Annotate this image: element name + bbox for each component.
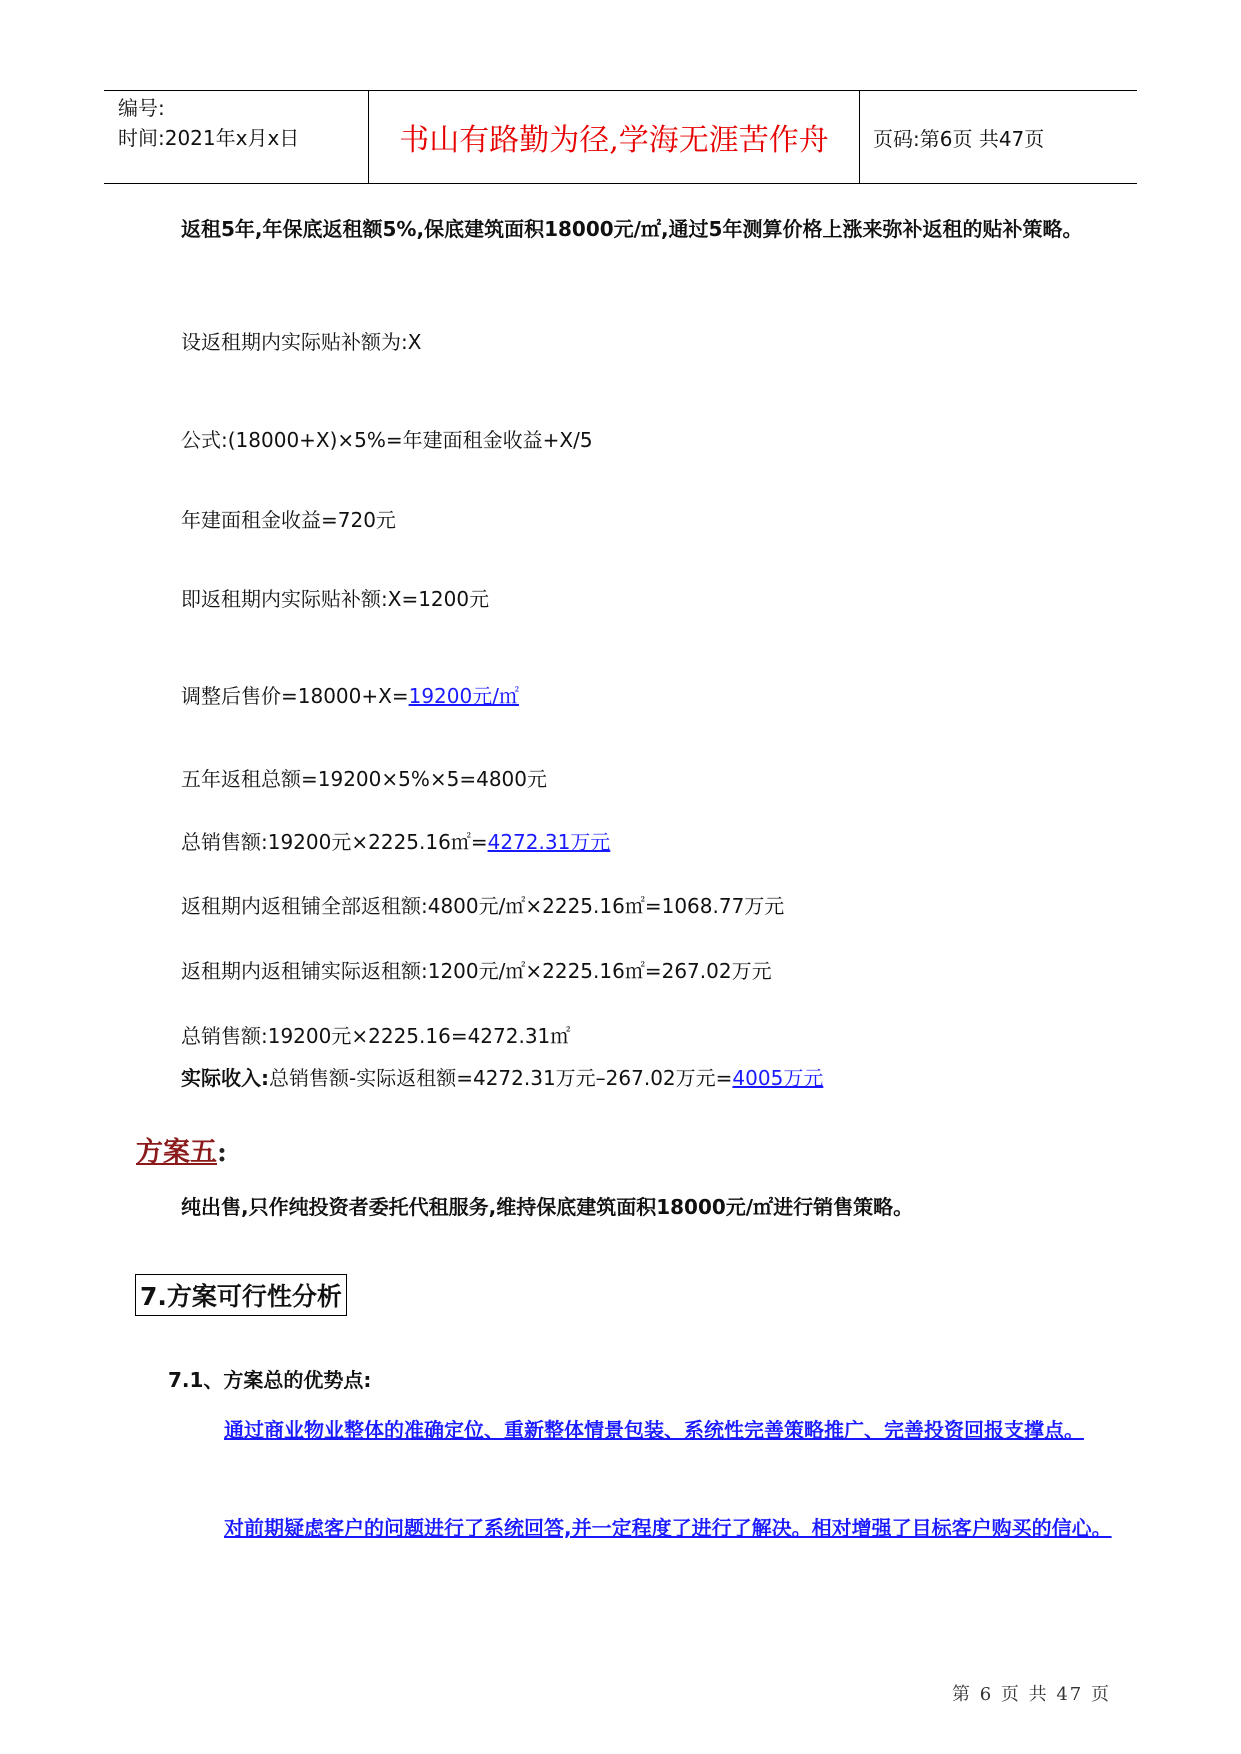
line-actual-subsidy: 即返租期内实际贴补额:X=1200元 xyxy=(181,587,490,611)
actual-income-link[interactable]: 4005万元 xyxy=(732,1066,824,1090)
line-formula: 公式:(18000+X)×5%=年建面租金收益+X/5 xyxy=(181,428,593,452)
adjusted-price-link[interactable]: 19200元/㎡ xyxy=(408,684,519,708)
plan-five-text: 纯出售,只作纯投资者委托代租服务,维持保底建筑面积18000元/㎡进行销售策略。 xyxy=(181,1195,914,1219)
advantage-paragraph-1[interactable]: 通过商业物业整体的准确定位、重新整体情景包装、系统性完善策略推广、完善投资回报支撑点。 xyxy=(224,1418,1084,1442)
section-7-title: 7.方案可行性分析 xyxy=(135,1274,347,1316)
document-number-label: 编号: xyxy=(118,96,165,120)
line-five-year-rent-total: 五年返租总额=19200×5%×5=4800元 xyxy=(181,767,548,791)
line-actual-income xyxy=(181,1062,823,1091)
line-total-sales xyxy=(181,826,610,855)
line-full-rent-back: 返租期内返租铺全部返租额:4800元/㎡×2225.16㎡=1068.77万元 xyxy=(181,894,785,918)
total-sales-link[interactable]: 4272.31万元 xyxy=(487,830,611,854)
section-7-1-title: 7.1、方案总的优势点: xyxy=(168,1368,372,1392)
line-adjusted-price xyxy=(181,680,519,709)
line-subsidy-variable: 设返租期内实际贴补额为:X xyxy=(181,330,422,354)
header-meta xyxy=(104,91,368,183)
page-footer: 第 6 页 共 47 页 xyxy=(952,1684,1111,1705)
plan-five-title: 方案五 xyxy=(136,1137,217,1168)
plan-five-colon: : xyxy=(217,1137,227,1168)
actual-income-label: 实际收入: xyxy=(181,1066,269,1090)
line-annual-rent-income: 年建面租金收益=720元 xyxy=(181,508,396,532)
actual-income-text: 总销售额-实际返租额=4272.31万元–267.02万元= xyxy=(269,1066,733,1090)
total-sales-text: 总销售额:19200元×2225.16㎡= xyxy=(181,830,488,854)
adjusted-price-text: 调整后售价=18000+X= xyxy=(181,684,409,708)
advantage-paragraph-2[interactable]: 对前期疑虑客户的问题进行了系统回答,并一定程度了进行了解决。相对增强了目标客户购买的信心。 xyxy=(224,1516,1112,1540)
page-header xyxy=(104,90,1137,184)
header-motto: 书山有路勤为径,学海无涯苦作舟 xyxy=(368,91,860,183)
intro-paragraph: 返租5年,年保底返租额5%,保底建筑面积18000元/㎡,通过5年测算价格上涨来弥补返租的贴补策略。 xyxy=(181,217,1083,241)
plan-five-heading xyxy=(136,1130,227,1169)
line-actual-rent-back: 返租期内返租铺实际返租额:1200元/㎡×2225.16㎡=267.02万元 xyxy=(181,959,772,983)
document-time-label: 时间:2021年x月x日 xyxy=(118,126,300,150)
line-total-sales-area: 总销售额:19200元×2225.16=4272.31㎡ xyxy=(181,1024,571,1048)
header-page-number: 页码:第6页 共47页 xyxy=(873,126,1045,151)
